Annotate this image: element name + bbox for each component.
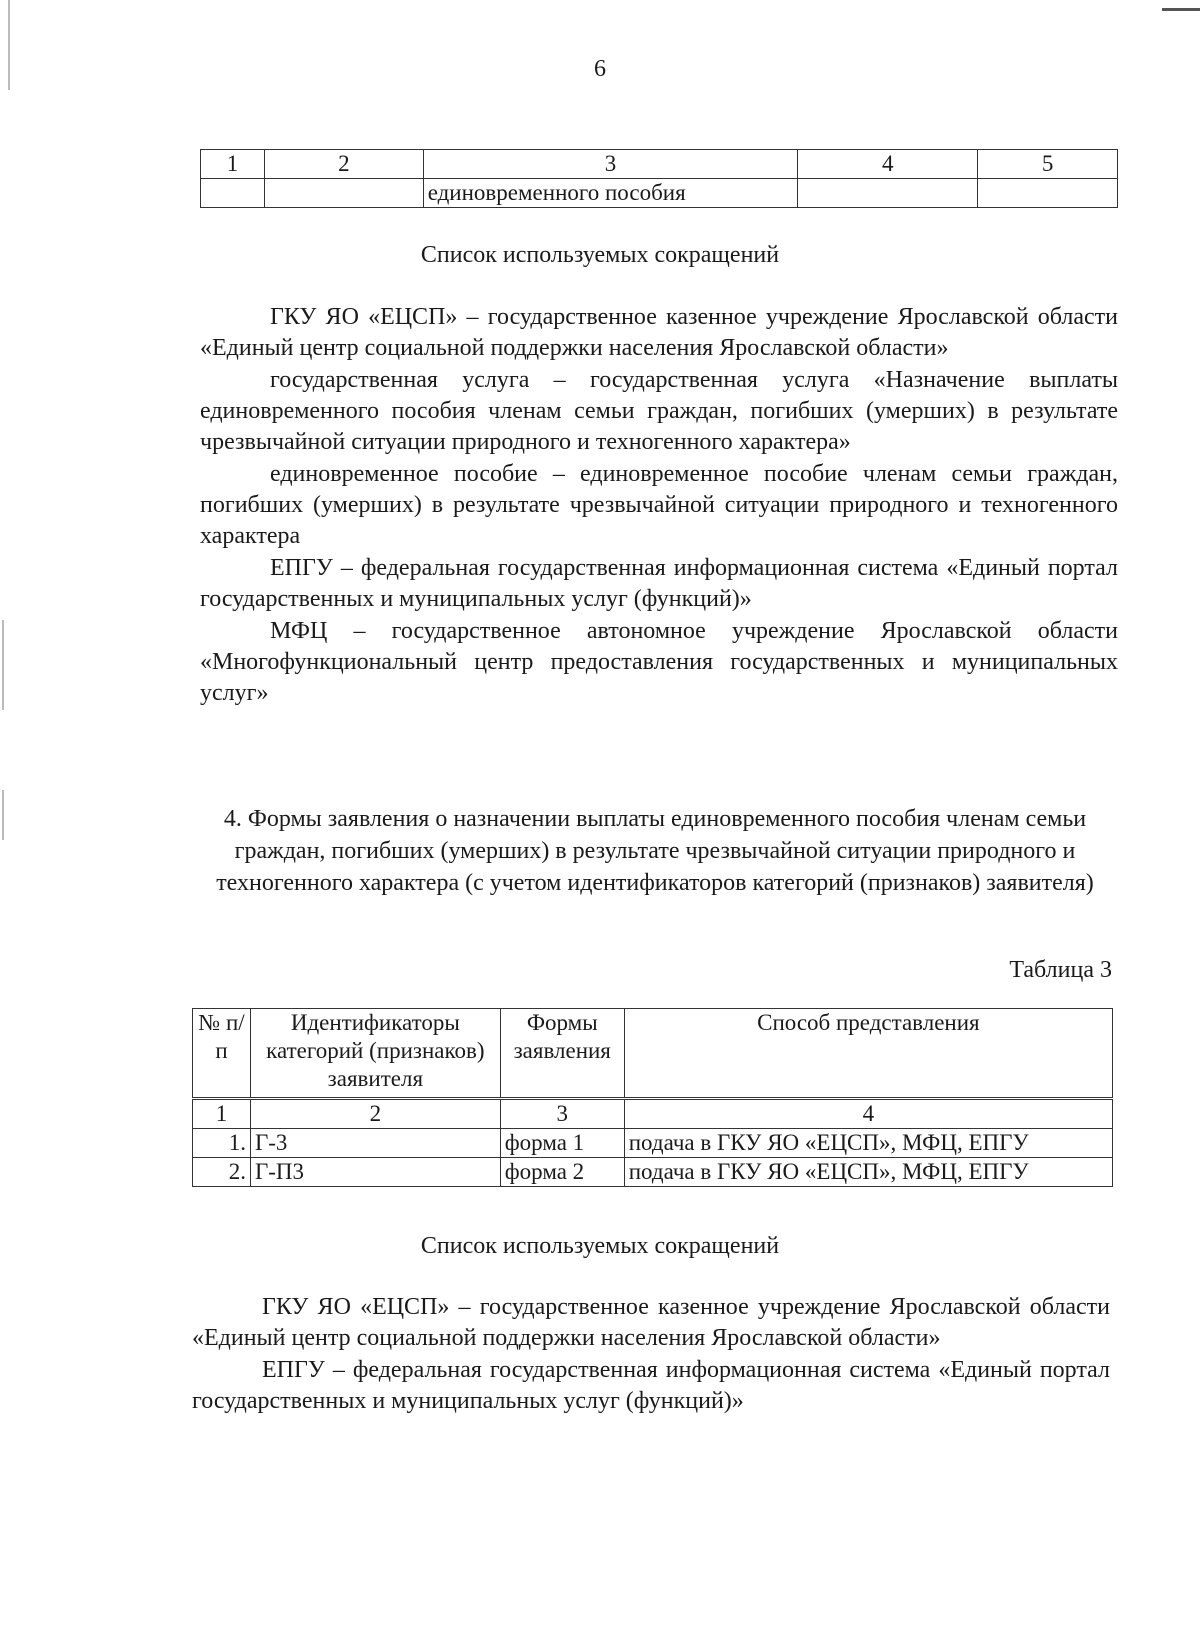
table-cell: 2	[250, 1099, 500, 1129]
abbreviations-heading: Список используемых сокращений	[420, 1233, 780, 1259]
table-cell: 2	[264, 150, 423, 179]
table-cell	[201, 179, 265, 208]
abbreviation-item: ЕПГУ – федеральная государственная информационная система «Единый портал государственных и муниципальных услуг (функций)»	[192, 1357, 1110, 1414]
table-row	[193, 1158, 1113, 1187]
table-cell: 1.	[193, 1129, 251, 1158]
table-cell: 2.	[193, 1158, 251, 1187]
table-cell: подача в ГКУ ЯО «ЕЦСП», МФЦ, ЕПГУ	[624, 1158, 1112, 1187]
abbreviation-item: ГКУ ЯО «ЕЦСП» – государственное казенное учреждение Ярославской области «Единый центр социальной поддержки населения Ярославской области»	[200, 304, 1118, 361]
column-header: Способ представления	[624, 1009, 1112, 1099]
table-row	[193, 1129, 1113, 1158]
table-cell: подача в ГКУ ЯО «ЕЦСП», МФЦ, ЕПГУ	[624, 1129, 1112, 1158]
table-cell: форма 2	[500, 1158, 624, 1187]
table-cell: 1	[201, 150, 265, 179]
abbreviation-item: ЕПГУ – федеральная государственная информационная система «Единый портал государственных и муниципальных услуг (функций)»	[200, 555, 1118, 612]
scan-edge-mark	[1162, 8, 1200, 11]
table-cell	[978, 179, 1118, 208]
scan-edge-mark	[2, 620, 4, 710]
abbreviation-item: государственная услуга – государственная услуга «Назначение выплаты единовременного пособия членам семьи граждан, погибших (умерших) в результате чрезвычайной ситуации природного и техногенного характера»	[200, 367, 1118, 455]
abbreviation-item: ГКУ ЯО «ЕЦСП» – государственное казенное учреждение Ярославской области «Единый центр социальной поддержки населения Ярославской области»	[192, 1294, 1110, 1351]
table-cell: 5	[978, 150, 1118, 179]
abbreviations-heading: Список используемых сокращений	[420, 242, 780, 268]
table-caption: Таблица 3	[1009, 957, 1112, 983]
table-cell: форма 1	[500, 1129, 624, 1158]
table-cell	[798, 179, 978, 208]
table-cell: 4	[624, 1099, 1112, 1129]
section-title: 4. Формы заявления о назначении выплаты единовременного пособия членам семьи граждан, погибших (умерших) в результате чрезвычайной ситуации природного и техногенного характера (с учетом идентификаторов категорий (признаков) заявителя)	[216, 806, 1094, 896]
page-number: 6	[594, 56, 606, 82]
table-cell: Г-3	[250, 1129, 500, 1158]
abbreviation-item: МФЦ – государственное автономное учреждение Ярославской области «Многофункциональный центр предоставления государственных и муниципальных услуг»	[200, 618, 1118, 706]
abbreviations-list	[192, 1292, 1110, 1418]
continued-table	[200, 149, 1118, 208]
abbreviations-list	[200, 302, 1118, 710]
table-cell: 4	[798, 150, 978, 179]
scan-edge-mark	[2, 790, 4, 840]
table-header-row	[193, 1009, 1113, 1099]
column-header: Идентификаторы категорий (признаков) заявителя	[250, 1009, 500, 1099]
table-cell	[264, 179, 423, 208]
column-header: № п/п	[193, 1009, 251, 1099]
abbreviation-item: единовременное пособие – единовременное пособие членам семьи граждан, погибших (умерших) в результате чрезвычайной ситуации природного и техногенного характера	[200, 461, 1118, 549]
table-cell: 1	[193, 1099, 251, 1129]
table-cell: Г-П3	[250, 1158, 500, 1187]
table-row	[201, 179, 1118, 208]
table-row	[193, 1099, 1113, 1129]
table-row	[201, 150, 1118, 179]
column-header: Формы заявления	[500, 1009, 624, 1099]
forms-table	[192, 1008, 1113, 1187]
table-cell: 3	[500, 1099, 624, 1129]
table-cell: единовременного пособия	[423, 179, 798, 208]
table-cell: 3	[423, 150, 798, 179]
